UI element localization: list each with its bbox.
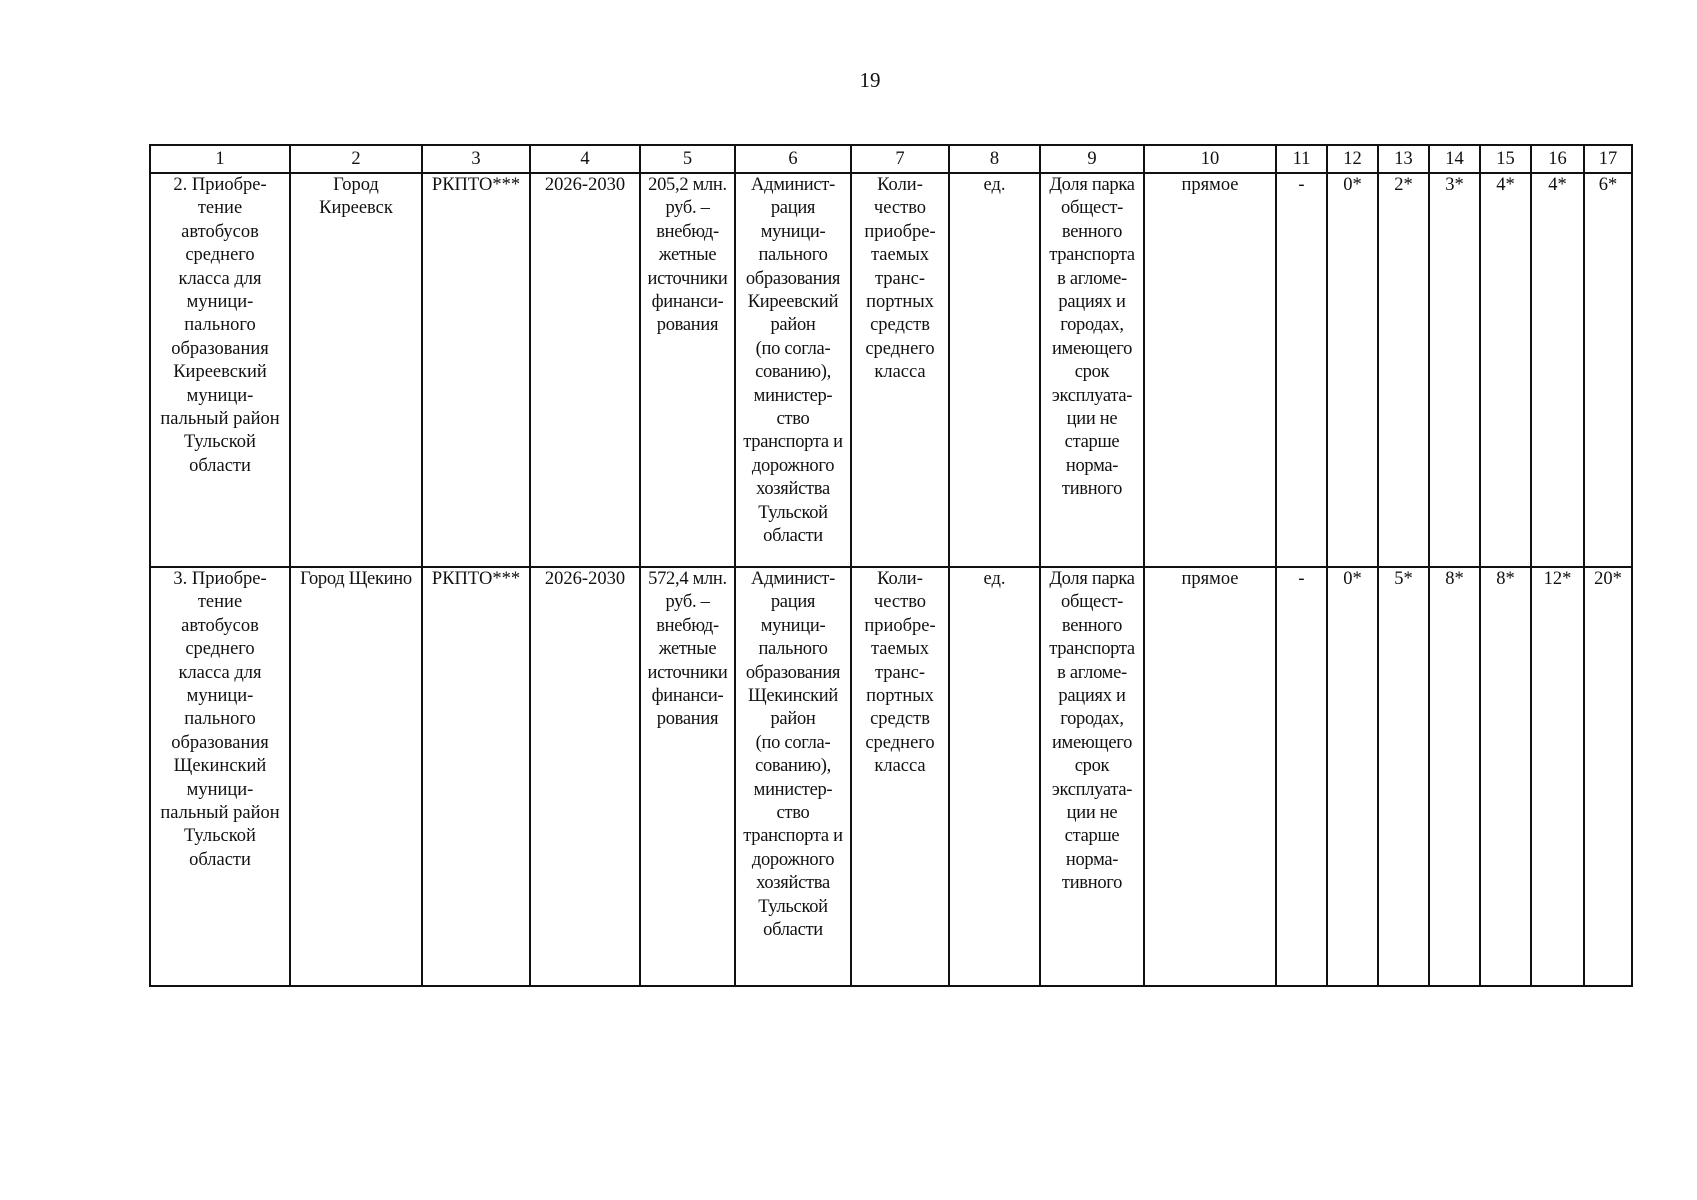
value-cell: 0* [1327, 567, 1378, 986]
unit: ед. [983, 175, 1006, 195]
period-cell [530, 173, 640, 567]
value-cell: 3* [1429, 173, 1480, 567]
period-cell [530, 567, 640, 986]
unit-cell [949, 173, 1040, 567]
financing-cell [640, 567, 735, 986]
impact-cell [1144, 173, 1276, 567]
column-number-cell: 1 [150, 145, 290, 173]
measure-name-cell [150, 567, 290, 986]
period: 2026-2030 [544, 569, 626, 589]
table-row [150, 567, 1632, 986]
table-row [150, 173, 1632, 567]
column-number-cell: 16 [1531, 145, 1584, 173]
value-cell: 6* [1584, 173, 1632, 567]
unit: ед. [983, 569, 1006, 589]
column-number-cell: 8 [949, 145, 1040, 173]
value-cell: 4* [1480, 173, 1531, 567]
place: Город Щекино [300, 569, 412, 589]
value-cell: - [1276, 567, 1327, 986]
data-table [149, 144, 1633, 987]
financing: 205,2 млн. руб. – внебюд- жетные источники финанси- рования [647, 175, 728, 336]
place-cell [290, 173, 422, 567]
column-number-cell: 6 [735, 145, 851, 173]
value-cell: - [1276, 173, 1327, 567]
column-number-cell: 4 [530, 145, 640, 173]
column-number-cell: 15 [1480, 145, 1531, 173]
value-cell: 8* [1429, 567, 1480, 986]
measure-name: 2. Приобре- тение автобусов среднего класса для муници- пального образования Киреевский муници- пальный район Тульской области [160, 175, 280, 476]
column-number-cell: 3 [422, 145, 530, 173]
indicator: Коли- чество приобре- таемых транс- портных средств среднего класса [864, 175, 936, 383]
value-cell: 20* [1584, 567, 1632, 986]
column-number-cell: 14 [1429, 145, 1480, 173]
column-number-cell: 12 [1327, 145, 1378, 173]
column-number-cell: 11 [1276, 145, 1327, 173]
unit-cell [949, 567, 1040, 986]
responsible: Админист- рация муници- пального образования Щекинский район (по согла- сованию), министер- ство транспорта и дорожного хозяйства Тульской области [743, 569, 843, 941]
financing: 572,4 млн. руб. – внебюд- жетные источники финанси- рования [647, 569, 728, 730]
column-number-cell: 2 [290, 145, 422, 173]
program-cell [422, 173, 530, 567]
page-number: 19 [859, 68, 881, 92]
column-number-cell: 9 [1040, 145, 1144, 173]
responsible-cell [735, 173, 851, 567]
value-cell: 0* [1327, 173, 1378, 567]
place-cell [290, 567, 422, 986]
column-number-cell: 13 [1378, 145, 1429, 173]
target-cell [1040, 567, 1144, 986]
place: Город Киреевск [319, 175, 393, 219]
indicator-cell [851, 567, 949, 986]
indicator: Коли- чество приобре- таемых транс- портных средств среднего класса [864, 569, 936, 777]
column-number-cell: 5 [640, 145, 735, 173]
target: Доля парка общест- венного транспорта в агломе- рациях и городах, имеющего срок эксплуата- ции не старше норма- тивного [1049, 569, 1135, 894]
value-cell: 5* [1378, 567, 1429, 986]
measure-name-cell [150, 173, 290, 567]
period: 2026-2030 [544, 175, 626, 195]
target: Доля парка общест- венного транспорта в агломе- рациях и городах, имеющего срок эксплуата- ции не старше норма- тивного [1049, 175, 1135, 500]
responsible: Админист- рация муници- пального образования Киреевский район (по согла- сованию), министер- ство транспорта и дорожного хозяйства Тульской области [743, 175, 843, 547]
value-cell: 4* [1531, 173, 1584, 567]
value-cell: 2* [1378, 173, 1429, 567]
target-cell [1040, 173, 1144, 567]
impact: прямое [1181, 175, 1239, 195]
program-cell [422, 567, 530, 986]
responsible-cell [735, 567, 851, 986]
value-cell: 8* [1480, 567, 1531, 986]
column-number-cell: 7 [851, 145, 949, 173]
impact-cell [1144, 567, 1276, 986]
impact: прямое [1181, 569, 1239, 589]
program: РКПТО*** [431, 175, 521, 195]
measure-name: 3. Приобре- тение автобусов среднего класса для муници- пального образования Щекинский муници- пальный район Тульской области [160, 569, 280, 870]
column-number-cell: 10 [1144, 145, 1276, 173]
value-cell: 12* [1531, 567, 1584, 986]
program: РКПТО*** [431, 569, 521, 589]
financing-cell [640, 173, 735, 567]
column-number-row [150, 145, 1632, 173]
indicator-cell [851, 173, 949, 567]
column-number-cell: 17 [1584, 145, 1632, 173]
